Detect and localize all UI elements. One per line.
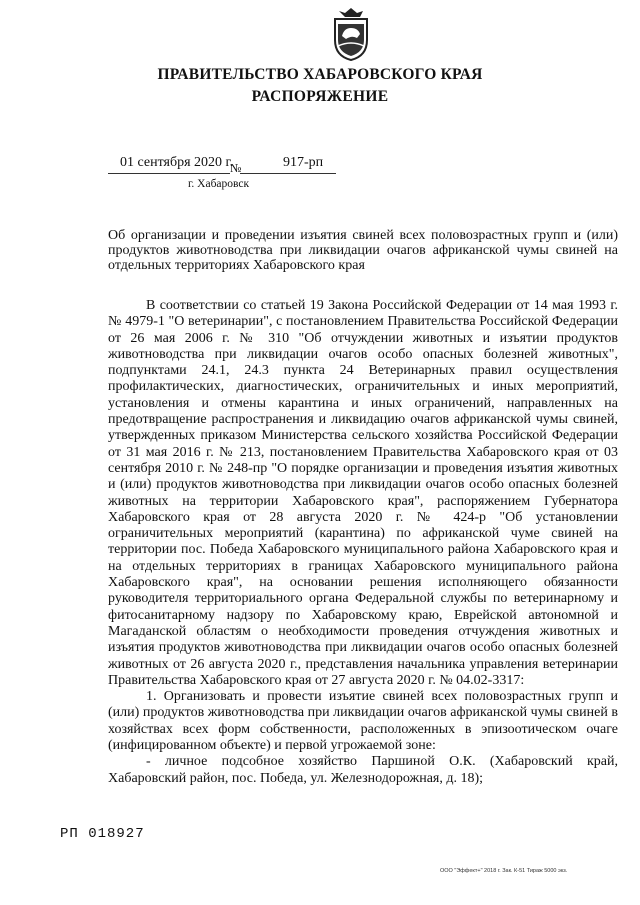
form-serial-number: РП 018927 xyxy=(60,826,145,842)
document-title: Об организации и проведении изъятия свиней всех половозрастных групп и (или) продуктов животноводства при ликвидации очагов африканской чумы свиней на отдельных территориях Хабаровского края xyxy=(108,228,618,273)
organization-heading: ПРАВИТЕЛЬСТВО ХАБАРОВСКОГО КРАЯ xyxy=(157,66,483,83)
date-underline xyxy=(108,173,230,174)
list-item-paragraph: - личное подсобное хозяйство Паршиной О.К. (Хабаровский край, Хабаровский район, пос. Победа, ул. Железнодорожная, д. 18); xyxy=(108,754,618,786)
document-type-heading: РАСПОРЯЖЕНИЕ xyxy=(251,88,389,105)
city-label: г. Хабаровск xyxy=(188,178,250,190)
coat-of-arms-emblem xyxy=(330,6,372,62)
document-number: 917-рп xyxy=(283,155,324,170)
preamble-paragraph: В соответствии со статьей 19 Закона Российской Федерации от 14 мая 1993 г. № 4979-1 "О ветеринарии", с постановлением Правительства Российской Федерации от 26 мая 2006 г. № 310 "Об отчуждении животных и изъятии продуктов животноводства при ликвидации очагов особо опасных болезней животных", подпунктами 24.1, 24.3 пункта 24 Ветеринарных правил осуществления профилактических, диагностических, ограничительных и иных мероприятий, установления и отмены карантина и иных ограничений, направленных на предотвращение распространения и ликвидацию очагов африканской чумы свиней, утвержденных приказом Министерства сельского хозяйства Российской Федерации от 31 мая 2016 г. № 213, постановлением Правительства Хабаровского края от 03 сентября 2010 г. № 248-пр "О порядке организации и проведения изъятия животных и (или) продуктов животноводства при ликвидации очагов особо опасных болезней животных на территории Хабаровского края", распоряжением Губернатора Хабаровского края от 28 августа 2020 г. № 424-р "Об установлении ограничительных мероприятий (карантина) по африканской чуме свиней на территории пос. Победа Хабаровского муниципального района Хабаровского края и на отдельных территориях в границах Хабаровского муниципального района Хабаровского края", на основании решения исполняющего обязанности руководителя территориального органа Федеральной службы по ветеринарному и фитосанитарному надзору по Хабаровскому краю, Еврейской автономной и Магаданской областям о необходимости проведения отчуждения животных и изъятия продуктов животноводства при ликвидации очагов особо опасных болезней животных от 26 августа 2020 г., представления начальника управления ветеринарии Правительства Хабаровского края от 27 августа 2020 г. № 04.02-3317: xyxy=(108,298,618,688)
document-date: 01 сентября 2020 г. xyxy=(120,155,234,170)
number-underline xyxy=(240,173,336,174)
document-body xyxy=(108,298,618,787)
clause-1-paragraph: 1. Организовать и провести изъятие свиней всех половозрастных групп и (или) продуктов животноводства при ликвидации очагов африканской чумы свиней в хозяйствах всех форм собственности, расположенных в эпизоотическом очаге (инфицированном объекте) и первой угрожаемой зоне: xyxy=(108,689,618,754)
number-label: № xyxy=(230,161,242,175)
printer-imprint: ООО "Эффект+" 2018 г. Зак. К-51 Тираж 5000 экз. xyxy=(440,868,568,874)
